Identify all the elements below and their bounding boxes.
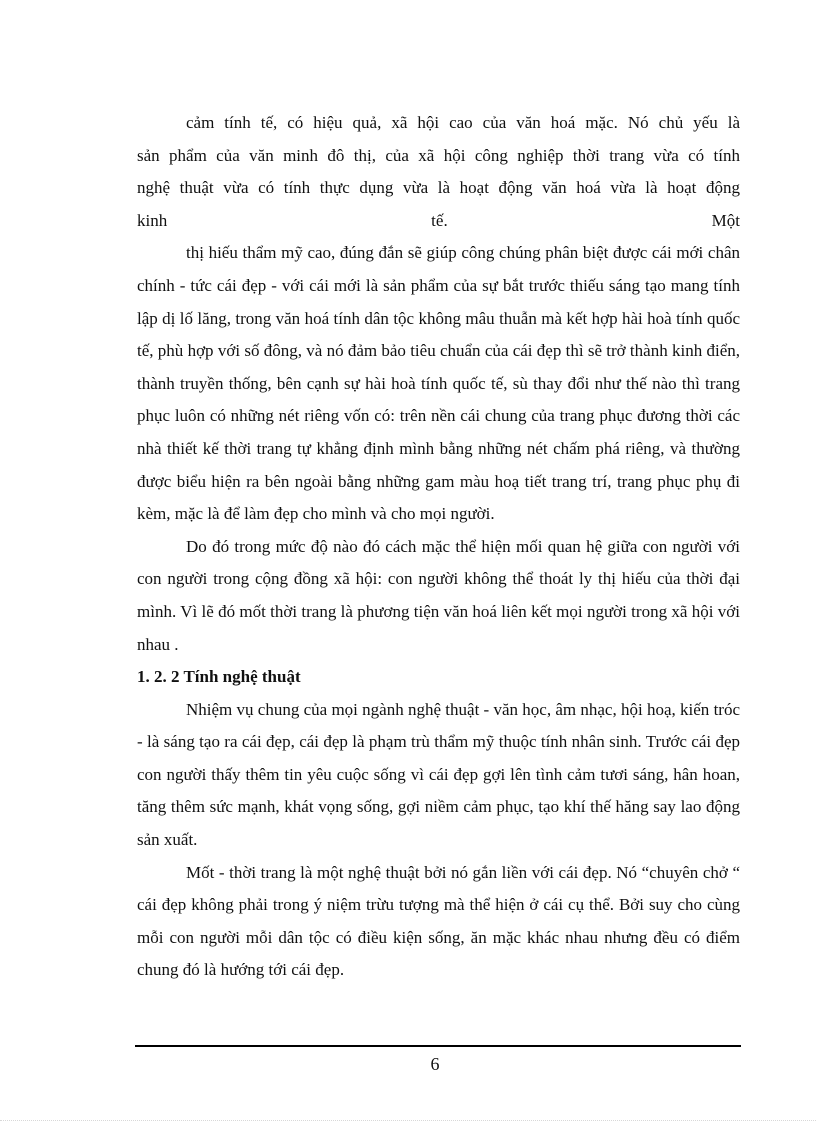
text-line: sản phẩm của văn minh đô thị, của xã hội công nghiệp thời trang vừa có tính: [137, 145, 740, 165]
body-text: [137, 107, 740, 987]
spread-word: tế.: [431, 210, 448, 230]
page-number: 6: [430, 1054, 440, 1074]
paragraph-continued: [137, 107, 740, 237]
spread-word: kinh: [137, 210, 168, 230]
page-edge-divider: [0, 1120, 816, 1122]
text-line: cảm tính tế, có hiệu quả, xã hội cao của văn hoá mặc. Nó chủ yếu là: [186, 113, 740, 132]
spread-line: [137, 205, 740, 238]
text-line: nghệ thuật vừa có tính thực dụng vừa là hoạt động văn hoá vừa là hoạt động: [137, 178, 740, 198]
footer-rule: [135, 1045, 741, 1047]
paragraph-fashion-art: Mốt - thời trang là một nghệ thuật bởi nó gắn liền với cái đẹp. Nó “chuyên chở “ cái đẹp không phải trong ý niệm trừu tượng mà thể hiện ở cái cụ thể. Bởi suy cho cùng mỗi con người mỗi dân tộc có điều kiện sống, ăn mặc khác nhau nhưng đều có điểm chung đó là hướng tới cái đẹp.: [137, 862, 740, 980]
section-heading: 1. 2. 2 Tính nghệ thuật: [137, 667, 301, 687]
spread-word: Một: [711, 210, 740, 230]
paragraph-art-mission: Nhiệm vụ chung của mọi ngành nghệ thuật - văn học, âm nhạc, hội hoạ, kiến tróc - là sáng tạo ra cái đẹp, cái đẹp là phạm trù thẩm mỹ thuộc tính nhân sinh. Trước cái đẹp con người thấy thêm tin yêu cuộc sống vì cái đẹp gợi lên tình cảm tươi sáng, hân hoan, tăng thêm sức mạnh, khát vọng sống, gợi niềm cảm phục, tạo khí thế hăng say lao động sản xuất.: [137, 699, 740, 850]
paragraph-taste: thị hiếu thẩm mỹ cao, đúng đắn sẽ giúp công chúng phân biệt được cái mới chân chính - tức cái đẹp - với cái mới là sản phẩm của sự bắt trước thiếu sáng tạo mang tính lập dị lố lăng, trong văn hoá tính dân tộc không mâu thuẫn mà kết hợp hài hoà tính quốc tế, phù hợp với số đông, và nó đảm bảo tiêu chuẩn của cái đẹp thì sẽ trở thành kinh điển, thành truyền thống, bên cạnh sự hài hoà tính quốc tế, sù thay đổi như thế nào thì trang phục luôn có những nét riêng vốn có: trên nền cái chung của trang phục đương thời các nhà thiết kế thời trang tự khẳng định mình bằng những nét chấm phá riêng, và thường được biểu hiện ra bên ngoài bằng những gam màu hoạ tiết trang trí, trang phục phụ đi kèm, mặc là để làm đẹp cho mình và cho mọi người.: [137, 243, 740, 524]
paragraph-relationship: Do đó trong mức độ nào đó cách mặc thể hiện mối quan hệ giữa con người với con người trong cộng đồng xã hội: con người không thể thoát ly thị hiếu của thời đại mình. Vì lẽ đó mốt thời trang là phương tiện văn hoá liên kết mọi người trong xã hội với nhau .: [137, 536, 740, 654]
